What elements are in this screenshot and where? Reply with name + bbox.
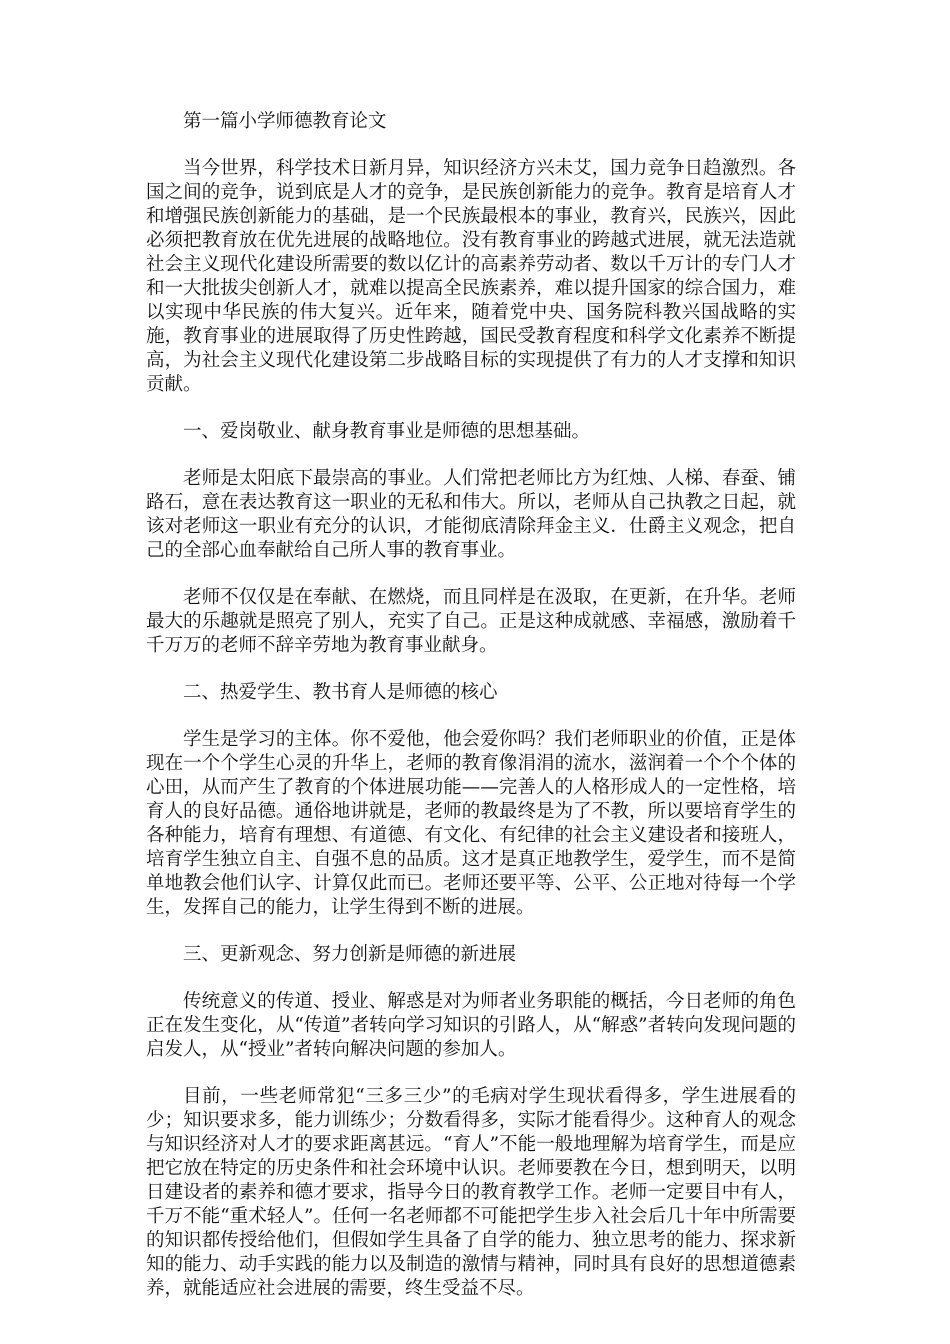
- section-heading-2: 二、热爱学生、教书育人是师德的核心: [183, 682, 498, 703]
- paragraph-teacher-dedication: 老师不仅仅是在奉献、在燃烧，而且同样是在汲取，在更新，在升华。老师最大的乐趣就是照亮了别人，充实了自己。正是这种成就感、幸福感，激励着千千万万的老师不辞辛劳地为教育事业献身。: [146, 587, 796, 656]
- section-heading-1: 一、爱岗敬业、献身教育事业是师德的思想基础。: [183, 421, 591, 442]
- paragraph-student-subject: 学生是学习的主体。你不爱他，他会爱你吗？我们老师职业的价值，正是体现在一个个学生心灵的升华上，老师的教育像涓涓的流水，滋润着一个个个体的心田，从而产生了教育的个体进展功能——完善人的人格形成人的一定性格，培育人的良好品德。通俗地讲就是，老师的教最终是为了不教，所以要培育学生的各种能力，培育有理想、有道德、有文化、有纪律的社会主义建设者和接班人，培育学生独立自主、自强不息的品质。这才是真正地教学生，爱学生，而不是简单地教会他们认字、计算仅此而已。老师还要平等、公平、公正地对待每一个学生，发挥自己的能力，让学生得到不断的进展。: [146, 729, 796, 918]
- document-page: [146, 110, 796, 1324]
- section-heading-3: 三、更新观念、努力创新是师德的新进展: [183, 944, 517, 965]
- paragraph-teacher-noble: 老师是太阳底下最崇高的事业。人们常把老师比方为红烛、人梯、春蚕、铺路石，意在表达教育这一职业的无私和伟大。所以，老师从自己执教之日起，就该对老师这一职业有充分的认识，才能彻底清除拜金主义．仕爵主义观念，把自己的全部心血奉献给自己所人事的教育事业。: [146, 468, 796, 561]
- paragraph-current-issues: 目前，一些老师常犯“三多三少”的毛病对学生现状看得多，学生进展看的少；知识要求多，能力训练少；分数看得多，实际才能看得少。这种育人的观念与知识经济对人才的要求距离甚远。“育人”不能一般地理解为培育学生，而是应把它放在特定的历史条件和社会环境中认识。老师要教在今日，想到明天，以明日建设者的素养和德才要求，指导今日的教育教学工作。老师一定要目中有人，千万不能“重术轻人”。任何一名老师都不可能把学生步入社会后几十年中所需要的知识都传授给他们，但假如学生具备了自学的能力、独立思考的能力、探求新知的能力、动手实践的能力以及制造的激情与精神，同时具有良好的思想道德素养，就能适应社会进展的需要，终生受益不尽。: [146, 1086, 796, 1299]
- document-title: 第一篇小学师德教育论文: [183, 111, 387, 132]
- paragraph-intro: 当今世界，科学技术日新月异，知识经济方兴未艾，国力竞争日趋激烈。各国之间的竞争，说到底是人才的竞争，是民族创新能力的竞争。教育是培育人才和增强民族创新能力的基础，是一个民族最根本的事业，教育兴，民族兴，因此必须把教育放在优先进展的战略地位。没有教育事业的跨越式进展，就无法造就社会主义现代化建设所需要的数以亿计的高素养劳动者、数以千万计的专门人才和一大批拔尖创新人才，就难以提高全民族素养，难以提升国家的综合国力，难以实现中华民族的伟大复兴。近年来，随着党中央、国务院科教兴国战略的实施，教育事业的进展取得了历史性跨越，国民受教育程度和科学文化素养不断提高，为社会主义现代化建设第二步战略目标的实现提供了有力的人才支撑和知识贡献。: [146, 158, 796, 395]
- paragraph-traditional-role: 传统意义的传道、授业、解惑是对为师者业务职能的概括，今日老师的角色正在发生变化，从“传道”者转向学习知识的引路人，从“解惑”者转向发现问题的启发人，从“授业”者转向解决问题的参加人。: [146, 991, 796, 1060]
